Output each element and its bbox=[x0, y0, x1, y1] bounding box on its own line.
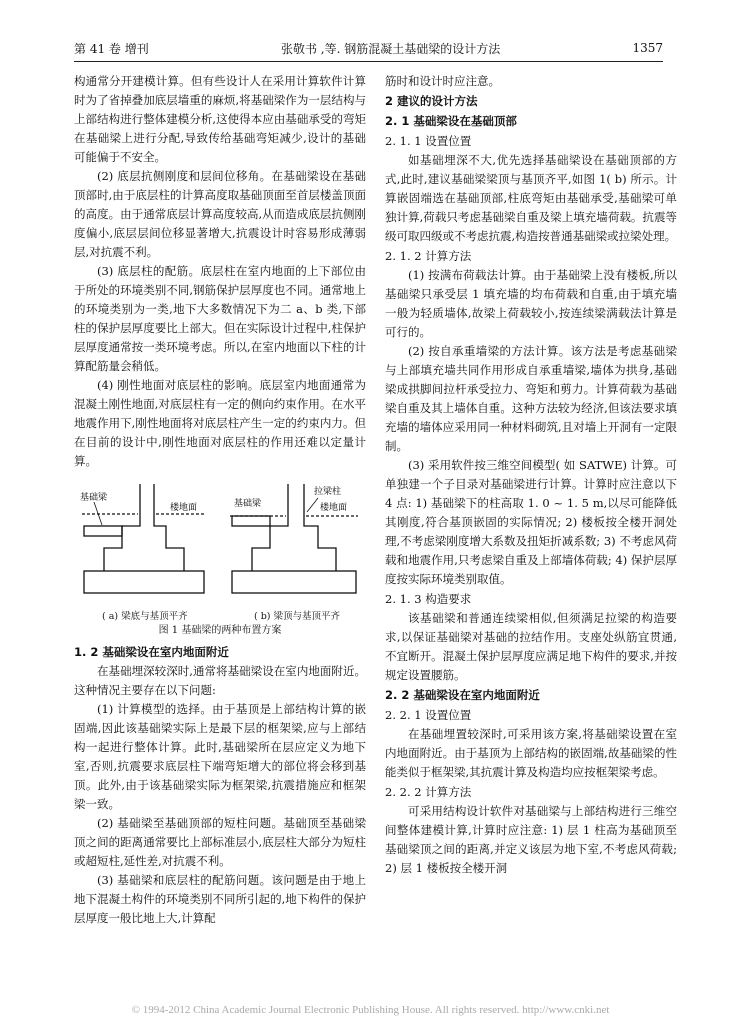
subsection-heading: 2. 2. 1 设置位置 bbox=[385, 708, 472, 722]
paragraph: 在基础埋深较深时,通常将基础梁设在室内地面附近。这种情况主要存在以下问题: bbox=[74, 664, 366, 697]
section-heading: 1. 2 基础梁设在室内地面附近 bbox=[74, 645, 229, 659]
subsection-heading: 2. 1. 2 计算方法 bbox=[385, 249, 472, 263]
subsection-heading: 2. 2. 2 计算方法 bbox=[385, 785, 472, 799]
figure-1 bbox=[74, 476, 366, 638]
paragraph: (2) 按自承重墙梁的方法计算。该方法是考虑基础梁与上部填充墙共同作用形成自承重墙梁,墙体为拱身,基础梁成拱脚间拉杆承受拉力、弯矩和剪力。计算荷载为基础梁自重及其上墙体自重。这种方法较为经济,但该法要求填充墙的墙体应采用同一种材料砌筑,且对墙上开洞有一定限制。 bbox=[385, 344, 677, 453]
figure-1a-caption: ( a) 梁底与基顶平齐 bbox=[102, 611, 188, 622]
foundation-beam-a bbox=[84, 526, 122, 536]
label-frame-b: 拉梁柱 bbox=[314, 487, 342, 497]
foundation-step-right-a bbox=[154, 484, 184, 571]
header-volume: 第 41 卷 增刊 bbox=[74, 41, 149, 56]
paragraph: 筋时和设计时应注意。 bbox=[385, 74, 500, 88]
paragraph: (3) 基础梁和底层柱的配筋问题。该问题是由于地上地下混凝土构件的环境类别不同所引起的,地下构件的保护层厚度一般比地上大,计算配 bbox=[74, 873, 366, 925]
foundation-step-right-b bbox=[304, 484, 336, 571]
paragraph: 在基础埋置较深时,可采用该方案,将基础梁设置在室内地面附近。由于基顶为上部结构的嵌固端,故基础梁的性能类似于框架梁,其抗震计算及构造均应按框架梁考虑。 bbox=[385, 727, 677, 779]
paragraph: 可采用结构设计软件对基础梁与上部结构进行三维空间整体建模计算,计算时应注意: 1) 层 1 柱高为基础顶至基础梁顶之间的距离,并定义该层为地下室,不考虑风荷载; 2) 层 1 楼板按全楼开洞 bbox=[385, 804, 677, 875]
section-heading: 2. 2 基础梁设在室内地面附近 bbox=[385, 688, 540, 702]
paragraph: (3) 底层柱的配筋。底层柱在室内地面的上下部位由于所处的环境类别不同,钢筋保护层厚度也不同。通常地上的环境类别为一类,地下大多数情况下为二 a、b 类,下部柱的保护层厚度要比上部大。但在实际设计过程中,柱保护层厚度通常按一类环境考虑。所以,在室内地面以下柱的计算配筋量会稍低。 bbox=[74, 264, 366, 373]
running-header bbox=[74, 38, 663, 58]
foundation-pad-b bbox=[232, 571, 356, 593]
leader-beam-a bbox=[94, 502, 102, 525]
header-rule bbox=[74, 61, 663, 62]
left-column bbox=[74, 72, 366, 928]
label-floor-a: 楼地面 bbox=[170, 503, 198, 513]
foundation-pad-a bbox=[84, 571, 204, 593]
paragraph: 如基础埋深不大,优先选择基础梁设在基础顶部的方式,此时,建议基础梁梁顶与基顶齐平,如图 1( b) 所示。计算嵌固端选在基础顶部,柱底弯矩由基础承受,基础梁可单独计算,荷载只考虑基础梁自重及梁上填充墙荷载。抗震等级可取四级或不考虑抗震,构造按普通基础梁或拉梁处理。 bbox=[385, 153, 677, 243]
figure-1-caption: 图 1 基础梁的两种布置方案 bbox=[158, 625, 282, 636]
header-page-number: 1357 bbox=[632, 41, 663, 55]
foundation-beam-b bbox=[232, 516, 270, 526]
label-beam-b: 基础梁 bbox=[234, 499, 262, 509]
figure-1b-caption: ( b) 梁顶与基顶平齐 bbox=[254, 611, 341, 622]
label-beam-a: 基础梁 bbox=[80, 493, 108, 503]
paragraph: (1) 计算模型的选择。由于基顶是上部结构计算的嵌固端,因此该基础梁实际上是最下层的框架梁,应与上部结构一起进行整体计算。此时,基础梁所在层应定义为地下室,否则,抗震要求底层柱下端弯矩增大的部位将会移到基顶。此外,由于该基础梁实际为框架梁,抗震措施应和框架梁一致。 bbox=[74, 702, 366, 811]
right-column bbox=[385, 72, 677, 878]
paragraph: (4) 刚性地面对底层柱的影响。底层室内地面通常为混凝土刚性地面,对底层柱有一定的侧向约束作用。在水平地震作用下,刚性地面将对底层柱产生一定的约束内力。但在目前的设计中,刚性地面对底层柱的作用还难以定量计算。 bbox=[74, 378, 366, 468]
paragraph: (2) 底层抗侧刚度和层间位移角。在基础梁设在基础顶部时,由于底层柱的计算高度取基础顶面至首层楼盖顶面的高度。由于通常底层计算高度较高,从而造成底层抗侧刚度偏小,底层层间位移显著增大,抗震设计时容易形成薄弱层,对抗震不利。 bbox=[74, 169, 366, 259]
subsection-heading: 2. 1. 1 设置位置 bbox=[385, 134, 472, 148]
paragraph: 构通常分开建模计算。但有些设计人在采用计算软件计算时为了省掉叠加底层墙重的麻烦,将基础梁作为一层结构与上部结构进行整体建模分析,这使得本应由基础承受的弯矩在基础梁上进行分配,导致传给基础弯矩减少,设计的基础可能偏于不安全。 bbox=[74, 74, 366, 164]
subsection-heading: 2. 1. 3 构造要求 bbox=[385, 592, 472, 606]
figure-1-drawing bbox=[74, 476, 366, 606]
paragraph: 该基础梁和普通连续梁相似,但须满足拉梁的构造要求,以保证基础梁对基础的拉结作用。支座处纵筋宜贯通,不宜断开。混凝土保护层厚度应满足地下构件的要求,并按规定设置腰筋。 bbox=[385, 611, 677, 682]
section-heading: 2 建议的设计方法 bbox=[385, 94, 478, 108]
paragraph: (2) 基础梁至基础顶部的短柱问题。基础顶至基础梁顶之间的距离通常要比上部标准层小,底层柱大部分为短柱或超短柱,延性差,对抗震不利。 bbox=[74, 816, 366, 868]
foundation-step-left-b bbox=[252, 484, 288, 571]
label-floor-b: 楼地面 bbox=[320, 503, 348, 513]
copyright-footer: © 1994-2012 China Academic Journal Electronic Publishing House. All rights reserved. http://www.cnki.net bbox=[131, 1004, 610, 1016]
paragraph: (1) 按满布荷载法计算。由于基础梁上没有楼板,所以基础梁只承受层 1 填充墙的均布荷载和自重,由于填充墙一般为轻质墙体,故梁上荷载较小,按连续梁满载法计算是可行的。 bbox=[385, 268, 677, 339]
header-title: 张敬书 ,等. 钢筋混凝土基础梁的设计方法 bbox=[280, 41, 501, 56]
leader-frame-b bbox=[307, 498, 318, 512]
section-heading: 2. 1 基础梁设在基础顶部 bbox=[385, 114, 517, 128]
paragraph: (3) 采用软件按三维空间模型( 如 SATWE) 计算。可单独建一个子目录对基础梁进行计算。计算时应注意以下 4 点: 1) 基础梁下的柱高取 1. 0 ~ 1. 5 m,以尽可能降低其刚度,符合基顶嵌固的实际情况; 2) 楼板按全楼开洞处理,不考虑梁刚度增大系数及扭矩折减系数; 3) 不考虑风荷载和地震作用,只考虑梁自重及上部墙体荷载; 4) 保护层厚度按实际环境类别取值。 bbox=[385, 458, 677, 586]
